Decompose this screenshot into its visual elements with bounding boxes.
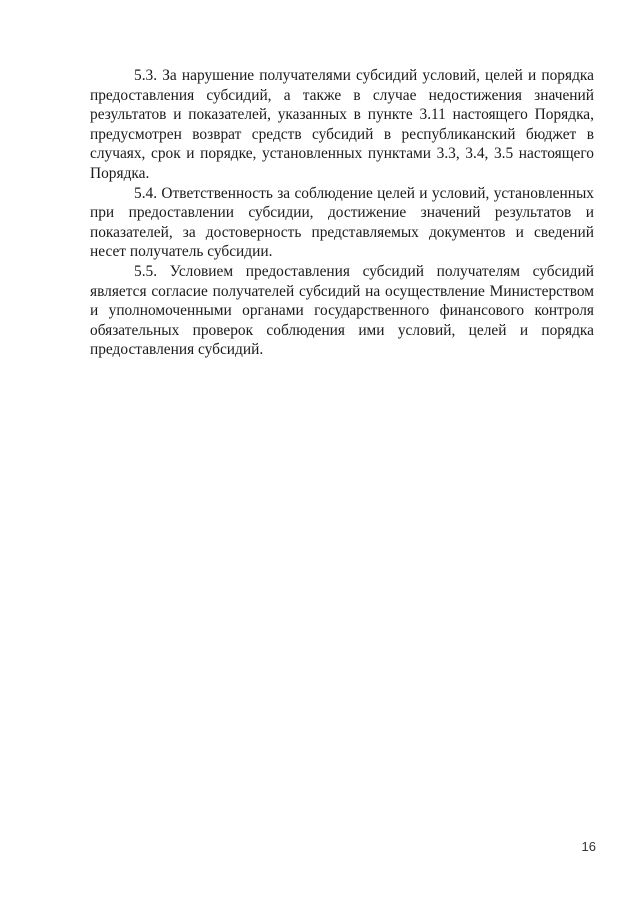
document-body [90,66,594,360]
paragraph-5-4: 5.4. Ответственность за соблюдение целей и условий, установленных при предоставлении субсидии, достижение значений результатов и показателей, за достоверность представляемых документов и сведений несет получатель субсидии. [90,184,594,261]
paragraph-5-3: 5.3. За нарушение получателями субсидий условий, целей и порядка предоставления субсидий, а также в случае недостижения значений результатов и показателей, указанных в пункте 3.11 настоящего Порядка, предусмотрен возврат средств субсидий в республиканский бюджет в случаях, срок и порядке, установленных пунктами 3.3, 3.4, 3.5 настоящего Порядка. [90,67,594,182]
paragraph-5-5: 5.5. Условием предоставления субсидий получателям субсидий является согласие получателей субсидий на осуществление Министерством и уполномоченными органами государственного финансового контроля обязательных проверок соблюдения ими условий, целей и порядка предоставления субсидий. [90,262,594,359]
page-number: 16 [581,839,596,854]
